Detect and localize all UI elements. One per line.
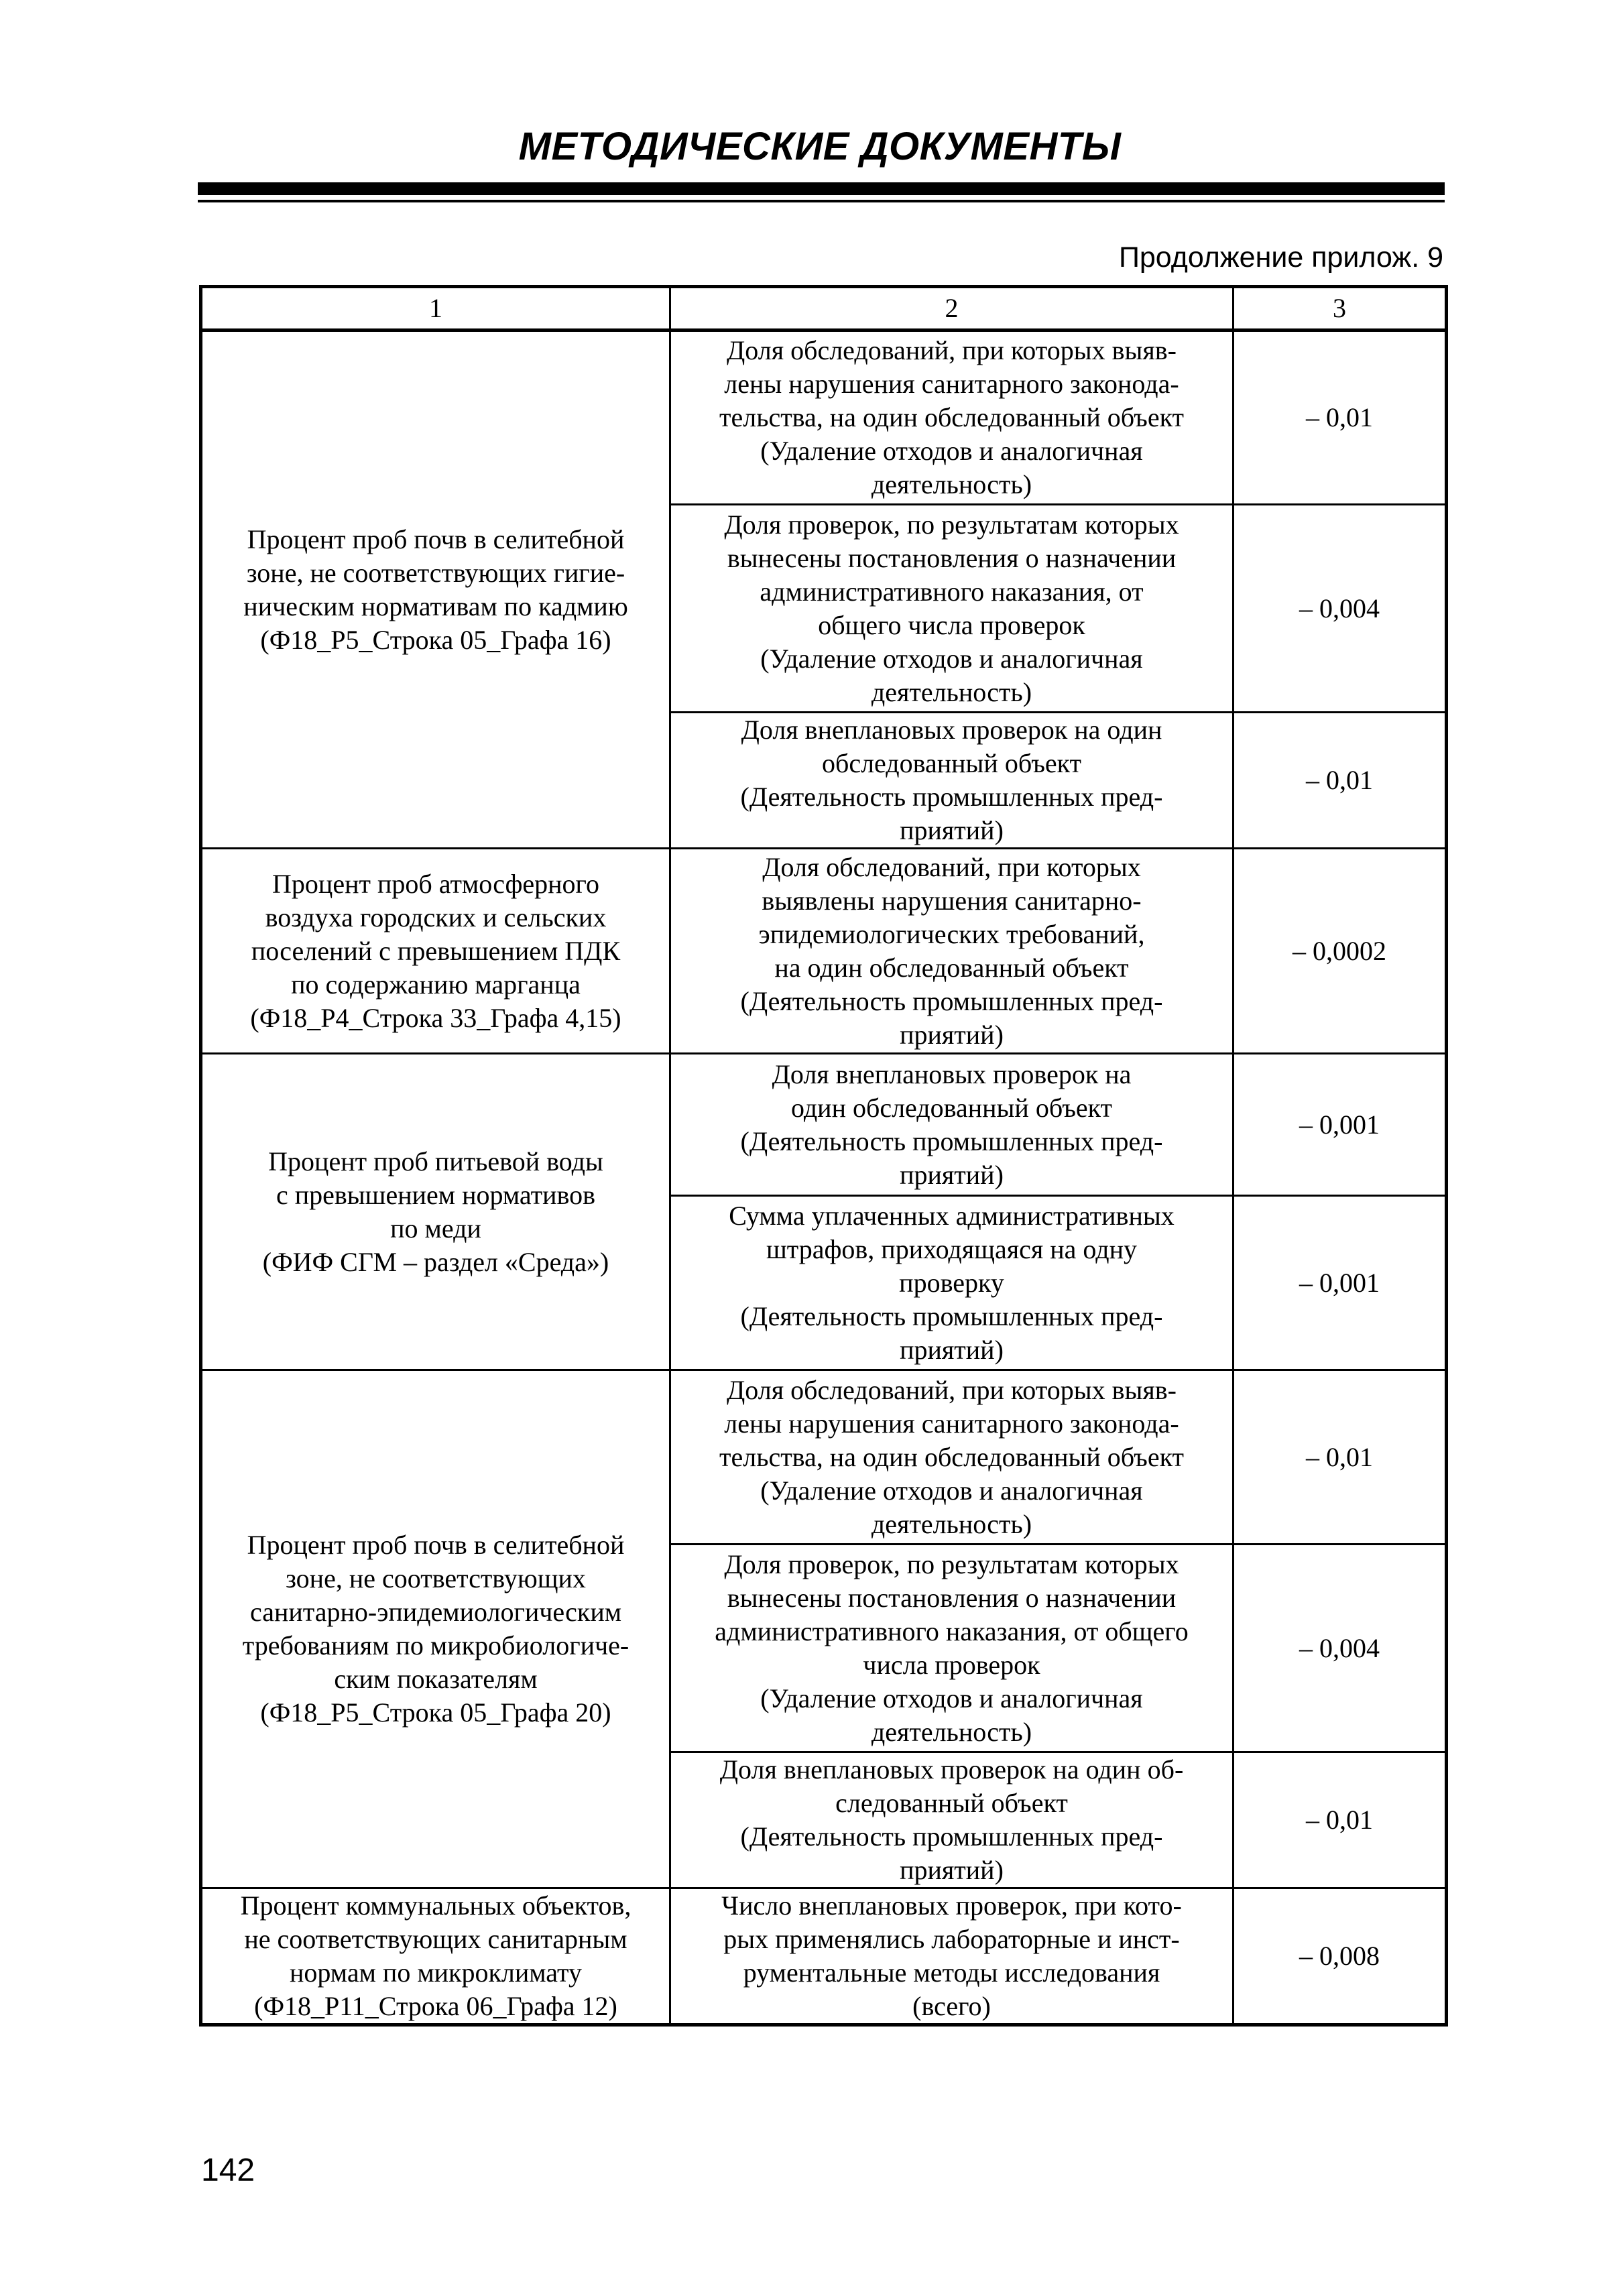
value-cell: – 0,01 [1234, 1752, 1447, 1888]
column-header: 3 [1234, 287, 1447, 330]
factor-cell: Доля внеплановых проверок на один обследованный объект (Деятельность промышленных пред- приятий) [670, 713, 1234, 849]
value-cell: – 0,01 [1234, 330, 1447, 505]
indicator-cell: Процент проб атмосферного воздуха городских и сельских поселений с превышением ПДК по содержанию марганца (Ф18_Р4_Строка 33_Графа 4,15) [201, 849, 670, 1054]
factor-cell: Доля проверок, по результатам которых вынесены постановления о назначении административного наказания, от общего числа проверок (Удаление отходов и аналогичная деятельность) [670, 1545, 1234, 1752]
page-title: МЕТОДИЧЕСКИЕ ДОКУМЕНТЫ [518, 125, 1122, 168]
header-rule-thick [198, 182, 1445, 195]
factor-cell: Сумма уплаченных административных штрафов, приходящаяся на одну проверку (Деятельность промышленных пред- приятий) [670, 1196, 1234, 1370]
value-cell: – 0,001 [1234, 1054, 1447, 1196]
continuation-label: Продолжение прилож. 9 [1118, 241, 1443, 274]
factor-cell: Доля обследований, при которых выявлены нарушения санитарно- эпидемиологических требований, на один обследованный объект (Деятельность промышленных пред- приятий) [670, 849, 1234, 1054]
factor-cell: Доля проверок, по результатам которых вынесены постановления о назначении административного наказания, от общего числа проверок (Удаление отходов и аналогичная деятельность) [670, 505, 1234, 713]
value-cell: – 0,004 [1234, 505, 1447, 713]
value-cell: – 0,004 [1234, 1545, 1447, 1752]
indicator-cell: Процент коммунальных объектов, не соответствующих санитарным нормам по микроклимату (Ф18_Р11_Строка 06_Графа 12) [201, 1888, 670, 2025]
indicator-cell: Процент проб питьевой воды с превышением нормативов по меди (ФИФ СГМ – раздел «Среда») [201, 1054, 670, 1370]
table-header-row [201, 287, 1447, 330]
page-number: 142 [201, 2153, 255, 2188]
column-header: 1 [201, 287, 670, 330]
table-body [201, 287, 1447, 2025]
value-cell: – 0,008 [1234, 1888, 1447, 2025]
indicator-cell: Процент проб почв в селитебной зоне, не соответствующих санитарно-эпидемиологическим требованиям по микробиологиче- ским показателям (Ф18_Р5_Строка 05_Графа 20) [201, 1370, 670, 1888]
header-rule-thin [198, 200, 1445, 202]
factor-cell: Доля обследований, при которых выяв- лены нарушения санитарного законода- тельства, на один обследованный объект (Удаление отходов и аналогичная деятельность) [670, 1370, 1234, 1545]
table-row [201, 1370, 1447, 1545]
table-row [201, 330, 1447, 505]
table-row [201, 849, 1447, 1054]
factor-cell: Доля внеплановых проверок на один об- следованный объект (Деятельность промышленных пред- приятий) [670, 1752, 1234, 1888]
value-cell: – 0,001 [1234, 1196, 1447, 1370]
data-table [199, 285, 1448, 2027]
column-header: 2 [670, 287, 1234, 330]
value-cell: – 0,01 [1234, 713, 1447, 849]
table-row [201, 1054, 1447, 1196]
factor-cell: Число внеплановых проверок, при кото- рых применялись лабораторные и инст- рументальные методы исследования (всего) [670, 1888, 1234, 2025]
value-cell: – 0,0002 [1234, 849, 1447, 1054]
factor-cell: Доля обследований, при которых выяв- лены нарушения санитарного законода- тельства, на один обследованный объект (Удаление отходов и аналогичная деятельность) [670, 330, 1234, 505]
indicator-cell: Процент проб почв в селитебной зоне, не соответствующих гигие- ническим нормативам по кадмию (Ф18_Р5_Строка 05_Графа 16) [201, 330, 670, 849]
value-cell: – 0,01 [1234, 1370, 1447, 1545]
factor-cell: Доля внеплановых проверок на один обследованный объект (Деятельность промышленных пред- приятий) [670, 1054, 1234, 1196]
table-row [201, 1888, 1447, 2025]
